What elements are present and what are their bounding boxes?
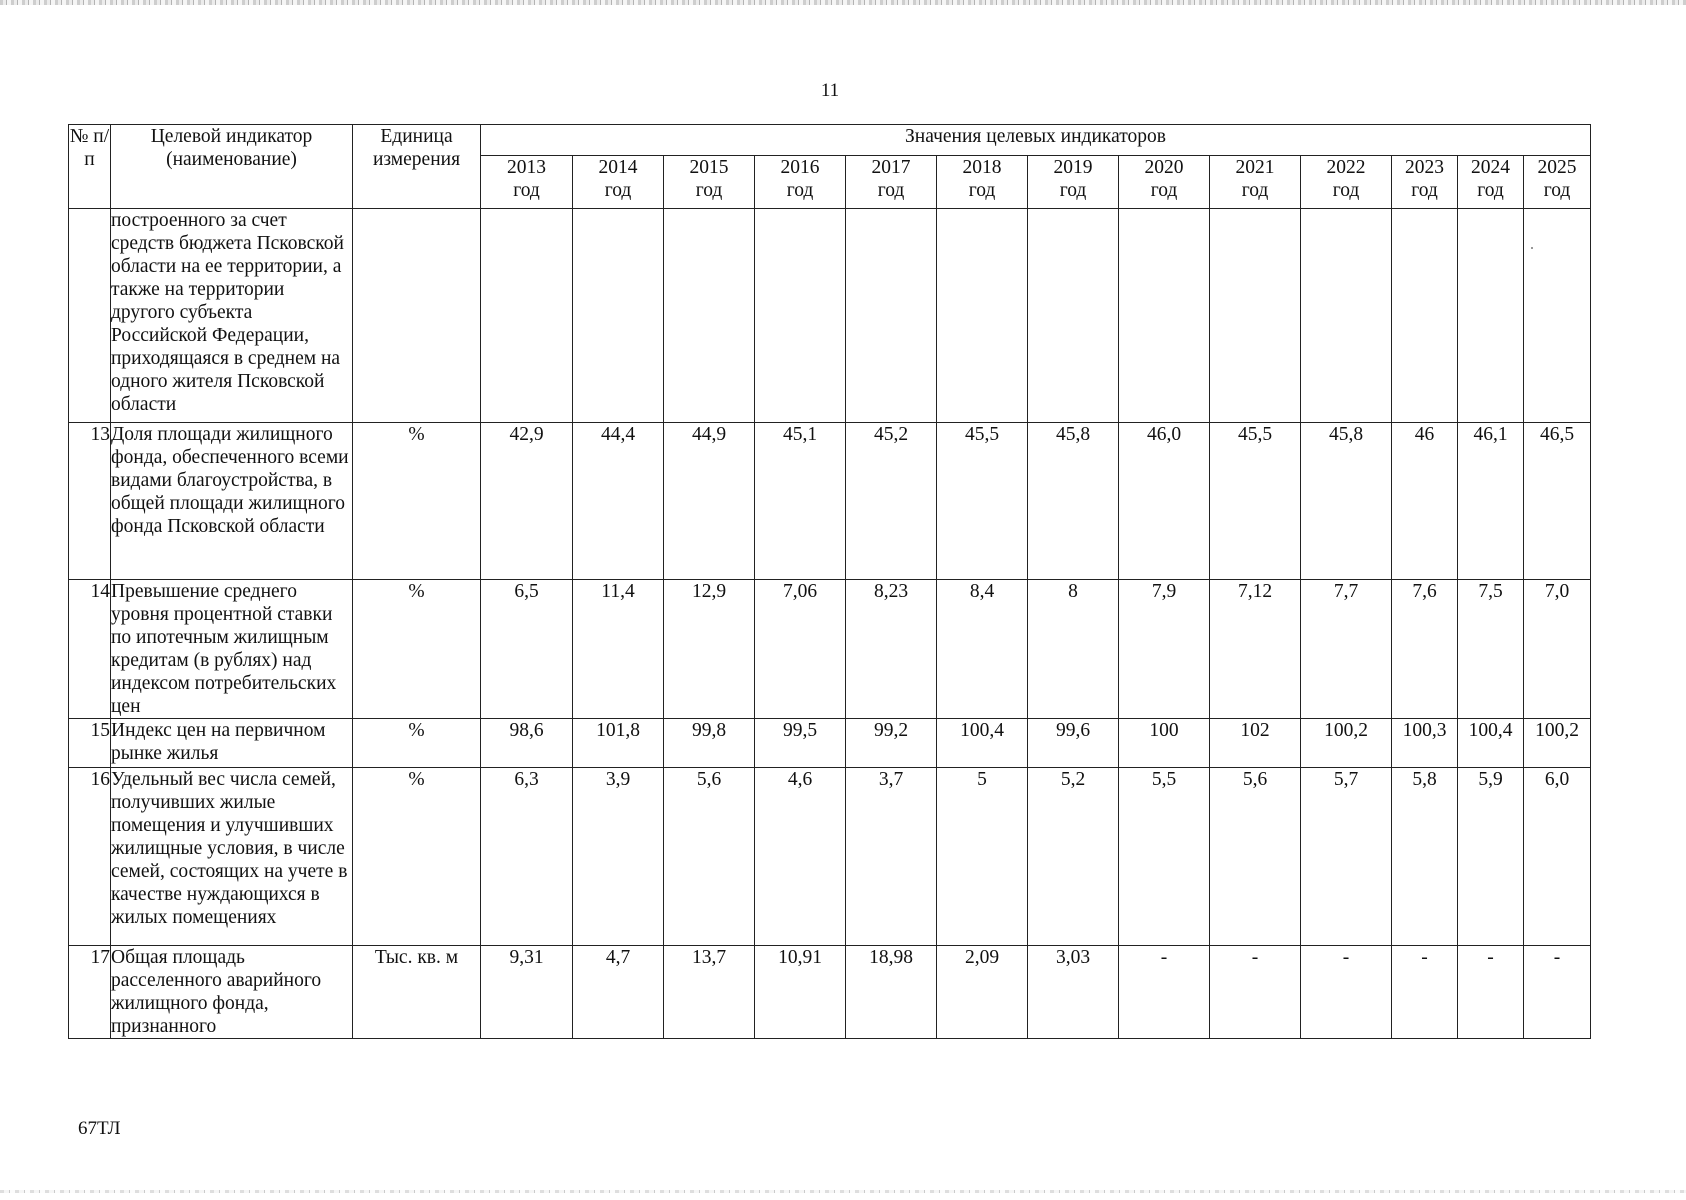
- table-row: [69, 946, 1591, 1039]
- scan-edge-top: [0, 0, 1686, 5]
- header-year-suffix: год: [1411, 180, 1438, 201]
- header-year: [1392, 156, 1458, 209]
- header-year-suffix: год: [1241, 180, 1269, 201]
- value-cell: [481, 209, 573, 423]
- value-cell: 6,5: [481, 580, 573, 719]
- value-cell: 3,03: [1028, 946, 1119, 1039]
- header-year-suffix: год: [1477, 180, 1504, 201]
- value-cell: 100,2: [1301, 719, 1392, 768]
- unit-cell: %: [353, 719, 481, 768]
- header-year: [1524, 156, 1591, 209]
- value-cell: 11,4: [573, 580, 664, 719]
- header-year: [1458, 156, 1524, 209]
- value-cell: 3,9: [573, 768, 664, 946]
- header-year-number: 2020: [1144, 157, 1184, 178]
- header-year-suffix: год: [695, 180, 723, 201]
- value-cell: 46,1: [1458, 423, 1524, 580]
- header-year: [481, 156, 573, 209]
- value-cell: 2,09: [937, 946, 1028, 1039]
- header-year: [1301, 156, 1392, 209]
- header-year-number: 2024: [1471, 157, 1510, 178]
- table-row: [69, 580, 1591, 719]
- value-cell: 102: [1210, 719, 1301, 768]
- header-year-suffix: год: [1059, 180, 1087, 201]
- header-year-number: 2017: [871, 157, 911, 178]
- indicator-name: Индекс цен на первичном рынке жилья: [111, 719, 353, 768]
- header-year: [1210, 156, 1301, 209]
- scan-speck: [1531, 247, 1533, 249]
- value-cell: 99,2: [846, 719, 937, 768]
- value-cell: [1210, 209, 1301, 423]
- value-cell: [1119, 209, 1210, 423]
- value-cell: [755, 209, 846, 423]
- value-cell: 5,6: [1210, 768, 1301, 946]
- header-year-suffix: год: [877, 180, 905, 201]
- value-cell: 45,5: [937, 423, 1028, 580]
- value-cell: 100: [1119, 719, 1210, 768]
- value-cell: 7,9: [1119, 580, 1210, 719]
- unit-cell: %: [353, 768, 481, 946]
- header-year-number: 2013: [507, 157, 546, 178]
- value-cell: -: [1392, 946, 1458, 1039]
- value-cell: 5: [937, 768, 1028, 946]
- value-cell: 7,5: [1458, 580, 1524, 719]
- header-year: [937, 156, 1028, 209]
- value-cell: -: [1210, 946, 1301, 1039]
- footer-code: 67ТЛ: [78, 1118, 121, 1139]
- header-indicator: Целевой индикатор (наименование): [111, 125, 353, 209]
- value-cell: 3,7: [846, 768, 937, 946]
- row-number: [69, 209, 111, 423]
- page-number: 11: [820, 80, 840, 101]
- value-cell: 5,5: [1119, 768, 1210, 946]
- value-cell: 7,12: [1210, 580, 1301, 719]
- value-cell: 45,8: [1301, 423, 1392, 580]
- row-number: 14: [69, 580, 111, 719]
- header-year-number: 2022: [1326, 157, 1366, 178]
- value-cell: -: [1119, 946, 1210, 1039]
- value-cell: -: [1301, 946, 1392, 1039]
- header-year: [1119, 156, 1210, 209]
- header-unit: Единица измерения: [353, 125, 481, 209]
- value-cell: 42,9: [481, 423, 573, 580]
- row-number: 17: [69, 946, 111, 1039]
- value-cell: -: [1524, 946, 1591, 1039]
- value-cell: [937, 209, 1028, 423]
- header-year: [1028, 156, 1119, 209]
- value-cell: 7,06: [755, 580, 846, 719]
- value-cell: 99,5: [755, 719, 846, 768]
- value-cell: [1028, 209, 1119, 423]
- value-cell: 18,98: [846, 946, 937, 1039]
- table-body: [69, 209, 1591, 1039]
- row-number: 15: [69, 719, 111, 768]
- header-year: [664, 156, 755, 209]
- indicators-table: [68, 124, 1591, 1039]
- value-cell: [1392, 209, 1458, 423]
- header-year-number: 2025: [1537, 157, 1577, 178]
- header-year-suffix: год: [1543, 180, 1571, 201]
- value-cell: 13,7: [664, 946, 755, 1039]
- value-cell: 45,1: [755, 423, 846, 580]
- value-cell: 9,31: [481, 946, 573, 1039]
- header-year-number: 2023: [1405, 157, 1444, 178]
- value-cell: 100,2: [1524, 719, 1591, 768]
- value-cell: 44,9: [664, 423, 755, 580]
- value-cell: [1524, 209, 1591, 423]
- row-number: 13: [69, 423, 111, 580]
- header-year-suffix: год: [513, 180, 540, 201]
- value-cell: 7,6: [1392, 580, 1458, 719]
- value-cell: 12,9: [664, 580, 755, 719]
- value-cell: [1301, 209, 1392, 423]
- value-cell: 46,0: [1119, 423, 1210, 580]
- value-cell: 45,2: [846, 423, 937, 580]
- value-cell: [846, 209, 937, 423]
- table-row: [69, 768, 1591, 946]
- table-row: [69, 209, 1591, 423]
- header-year-suffix: год: [604, 180, 632, 201]
- header-year-number: 2018: [962, 157, 1002, 178]
- unit-cell: %: [353, 580, 481, 719]
- header-year: [755, 156, 846, 209]
- value-cell: [664, 209, 755, 423]
- indicator-name: Доля площади жилищного фонда, обеспеченного всеми видами благоустройства, в общей площади жилищного фонда Псковской области: [111, 423, 353, 580]
- value-cell: 8,23: [846, 580, 937, 719]
- header-year-suffix: год: [786, 180, 814, 201]
- indicator-name: Превышение среднего уровня процентной ставки по ипотечным жилищным кредитам (в рублях) над индексом потребительских цен: [111, 580, 353, 719]
- value-cell: 45,8: [1028, 423, 1119, 580]
- value-cell: 8: [1028, 580, 1119, 719]
- header-num: № п/п: [69, 125, 111, 209]
- indicator-name: Удельный вес числа семей, получивших жилые помещения и улучшивших жилищные условия, в числе семей, состоящих на учете в качестве нуждающихся в жилых помещениях: [111, 768, 353, 946]
- value-cell: [1458, 209, 1524, 423]
- value-cell: 5,7: [1301, 768, 1392, 946]
- value-cell: 6,0: [1524, 768, 1591, 946]
- value-cell: 101,8: [573, 719, 664, 768]
- indicator-name: Общая площадь расселенного аварийного жилищного фонда, признанного: [111, 946, 353, 1039]
- header-year: [846, 156, 937, 209]
- row-number: 16: [69, 768, 111, 946]
- value-cell: 6,3: [481, 768, 573, 946]
- value-cell: 7,7: [1301, 580, 1392, 719]
- header-year-number: 2014: [598, 157, 638, 178]
- value-cell: 99,8: [664, 719, 755, 768]
- header-year-number: 2019: [1053, 157, 1093, 178]
- header-row-group: [69, 125, 1591, 156]
- value-cell: 5,2: [1028, 768, 1119, 946]
- value-cell: 100,4: [1458, 719, 1524, 768]
- header-year-number: 2015: [689, 157, 729, 178]
- header-year-number: 2016: [780, 157, 820, 178]
- value-cell: 46,5: [1524, 423, 1591, 580]
- value-cell: 4,6: [755, 768, 846, 946]
- value-cell: 99,6: [1028, 719, 1119, 768]
- value-cell: 5,8: [1392, 768, 1458, 946]
- table-row: [69, 423, 1591, 580]
- value-cell: 45,5: [1210, 423, 1301, 580]
- header-year-number: 2021: [1235, 157, 1275, 178]
- value-cell: -: [1458, 946, 1524, 1039]
- scan-edge-bottom: [0, 1190, 1686, 1193]
- value-cell: 7,0: [1524, 580, 1591, 719]
- value-cell: 10,91: [755, 946, 846, 1039]
- header-year-suffix: год: [1150, 180, 1178, 201]
- header-year-suffix: год: [1332, 180, 1360, 201]
- unit-cell: [353, 209, 481, 423]
- table-row: [69, 719, 1591, 768]
- value-cell: 5,9: [1458, 768, 1524, 946]
- header-values-group: Значения целевых индикаторов: [481, 125, 1591, 156]
- value-cell: 100,3: [1392, 719, 1458, 768]
- value-cell: 5,6: [664, 768, 755, 946]
- value-cell: 100,4: [937, 719, 1028, 768]
- unit-cell: Тыс. кв. м: [353, 946, 481, 1039]
- header-year-suffix: год: [968, 180, 996, 201]
- value-cell: 44,4: [573, 423, 664, 580]
- value-cell: 4,7: [573, 946, 664, 1039]
- value-cell: 98,6: [481, 719, 573, 768]
- value-cell: 8,4: [937, 580, 1028, 719]
- indicator-name: построенного за счет средств бюджета Псковской области на ее территории, а также на территории другого субъекта Российской Федерации, приходящаяся в среднем на одного жителя Псковской области: [111, 209, 353, 423]
- unit-cell: %: [353, 423, 481, 580]
- value-cell: 46: [1392, 423, 1458, 580]
- header-year: [573, 156, 664, 209]
- value-cell: [573, 209, 664, 423]
